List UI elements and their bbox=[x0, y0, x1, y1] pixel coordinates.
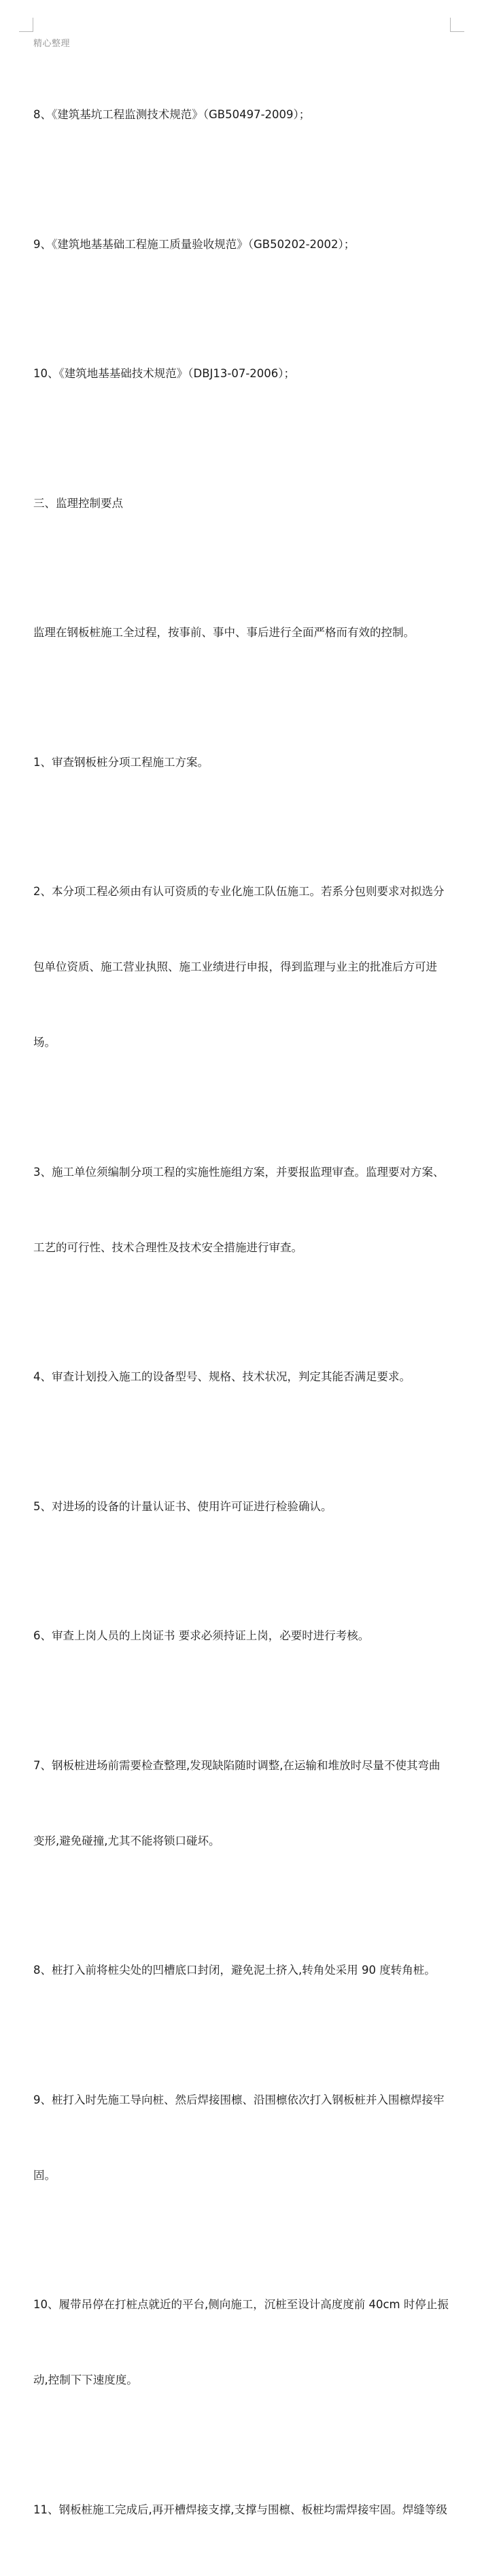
text-line: 8、《建筑基坑工程监测技术规范》（GB50497-2009）； bbox=[33, 108, 311, 121]
text-line: 7、钢板桩进场前需要检查整理,发现缺陷随时调整,在运输和堆放时尽量不使其弯曲 bbox=[33, 1758, 440, 1772]
point-1 bbox=[33, 699, 456, 825]
text-line: 监理在钢板桩施工全过程，按事前、事中、事后进行全面严格而有效的控制。 bbox=[33, 626, 415, 639]
point-11 bbox=[33, 2447, 456, 2573]
section-heading bbox=[33, 440, 456, 566]
text-line: 8、桩打入前将桩尖处的凹槽底口封闭，避免泥土挤入,转角处采用 90 度转角桩。 bbox=[33, 1964, 436, 1977]
text-line: 三、监理控制要点 bbox=[33, 496, 123, 510]
text-line: 11、钢板桩施工完成后,再开槽焊接支撑,支撑与围檩、板桩均需焊接牢固。焊缝等级 bbox=[33, 2503, 447, 2516]
point-3 bbox=[33, 1109, 456, 1310]
text-line: 2、本分项工程必须由有认可资质的专业化施工队伍施工。若系分包则要求对拟选分 bbox=[33, 885, 445, 898]
text-line: 包单位资质、施工营业执照、施工业绩进行申报，得到监理与业主的批准后方可进 bbox=[33, 960, 437, 973]
document-body bbox=[33, 52, 456, 2576]
reference-item-10 bbox=[33, 311, 456, 436]
point-4 bbox=[33, 1314, 456, 1440]
text-line: 10、履带吊停在打桩点就近的平台,侧向施工，沉桩至设计高度度前 40cm 时停止振 bbox=[33, 2298, 449, 2311]
text-line: 固。 bbox=[33, 2168, 56, 2182]
reference-item-8 bbox=[33, 52, 456, 177]
text-line: 工艺的可行性、技术合理性及技术安全措施进行审查。 bbox=[33, 1240, 302, 1254]
text-line: 3、施工单位须编制分项工程的实施性施组方案，并要报监理审查。监理要对方案、 bbox=[33, 1165, 445, 1179]
text-line: 1、审查钢板桩分项工程施工方案。 bbox=[33, 755, 209, 769]
point-7 bbox=[33, 1703, 456, 1904]
reference-item-9 bbox=[33, 181, 456, 307]
text-line: 9、《建筑地基基础工程施工质量验收规范》（GB50202-2002）； bbox=[33, 237, 356, 251]
text-line: 9、桩打入时先施工导向桩、然后焊接围檩、沿围檩依次打入钢板桩并入围檩焊接牢 bbox=[33, 2093, 445, 2106]
point-6 bbox=[33, 1573, 456, 1699]
crop-mark-top-right-horizontal bbox=[450, 31, 464, 32]
crop-mark-top-left-horizontal bbox=[19, 31, 33, 32]
point-10 bbox=[33, 2242, 456, 2443]
point-8 bbox=[33, 1907, 456, 2033]
point-9 bbox=[33, 2037, 456, 2238]
point-5 bbox=[33, 1444, 456, 1569]
intro-paragraph bbox=[33, 570, 456, 695]
text-line: 6、审查上岗人员的上岗证书 要求必须持证上岗，必要时进行考核。 bbox=[33, 1629, 370, 1642]
text-line: 变形,避免碰撞,尤其不能将锁口碰坏。 bbox=[33, 1834, 220, 1847]
text-line: 10、《建筑地基基础技术规范》（DBJ13-07-2006）； bbox=[33, 367, 296, 380]
page-header: 精心整理 bbox=[33, 39, 71, 49]
text-line: 动,控制下下速度度。 bbox=[33, 2373, 138, 2386]
text-line: 4、审查计划投入施工的设备型号、规格、技术状况，判定其能否满足要求。 bbox=[33, 1370, 411, 1383]
text-line: 场。 bbox=[33, 1036, 56, 1049]
text-line: 5、对进场的设备的计量认证书、使用许可证进行检验确认。 bbox=[33, 1499, 332, 1513]
crop-mark-top-right-vertical bbox=[450, 18, 451, 32]
point-2 bbox=[33, 829, 456, 1105]
